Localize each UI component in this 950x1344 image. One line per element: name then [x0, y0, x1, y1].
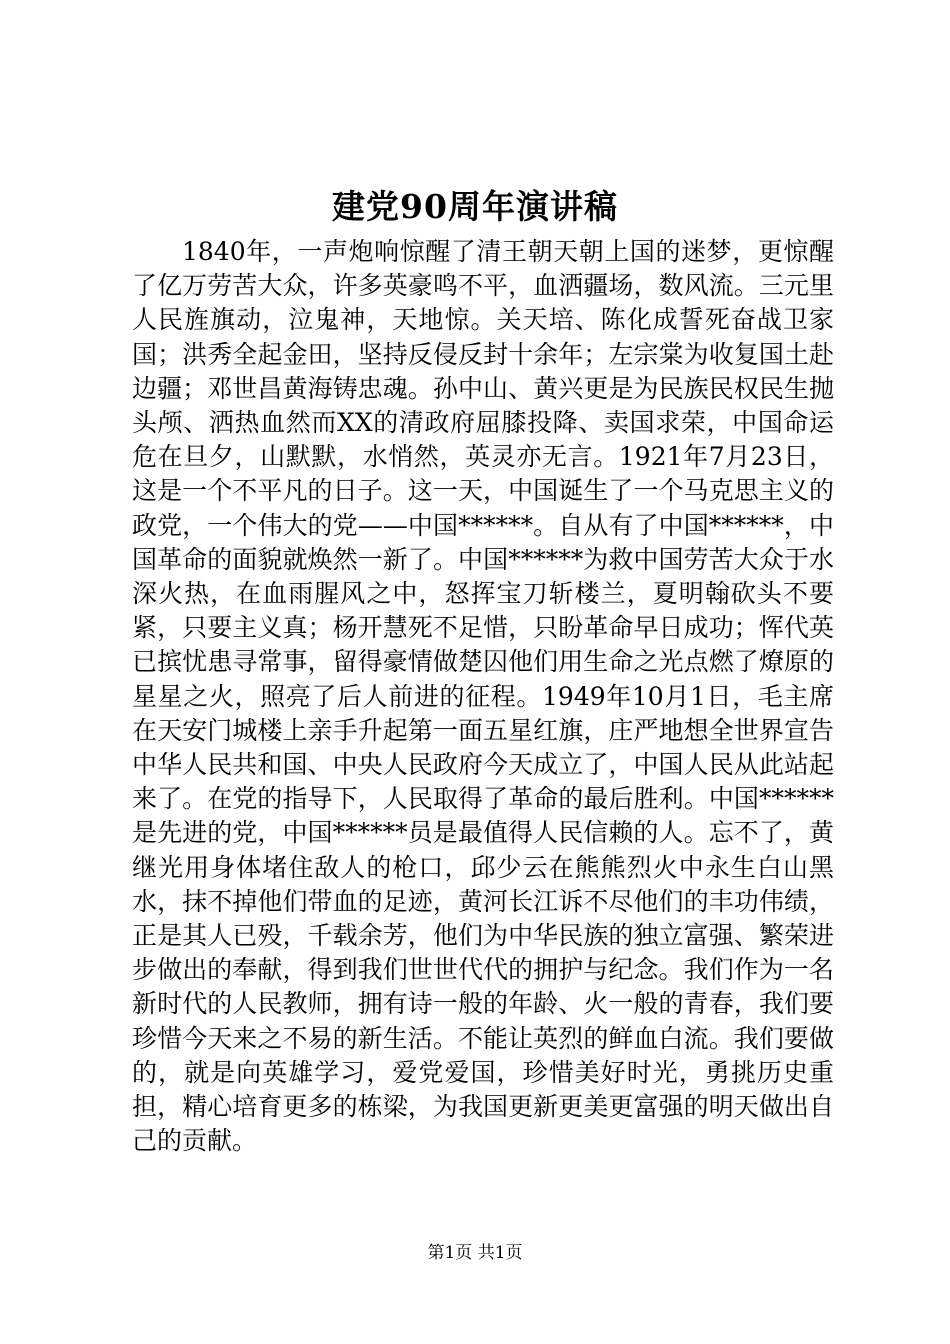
page-number-footer: 第1页 共1页: [427, 1243, 523, 1263]
document-body-paragraph: 1840年，一声炮响惊醒了清王朝天朝上国的迷梦，更惊醒了亿万劳苦大众，许多英豪鸣不平，血洒疆场，数风流。三元里人民旌旗动，泣鬼神，天地惊。关天培、陈化成誓死奋战卫家国；洪秀全起金田，坚持反侵反封十余年；左宗棠为收复国土赴边疆；邓世昌黄海铸忠魂。孙中山、黄兴更是为民族民权民生抛头颅、洒热血然而XX的清政府屈膝投降、卖国求荣，中国命运危在旦夕，山默默，水悄然，英灵亦无言。1921年7月23日，这是一个不平凡的日子。这一天，中国诞生了一个马克思主义的政党，一个伟大的党——中国******。自从有了中国******，中国革命的面貌就焕然一新了。中国******为救中国劳苦大众于水深火热，在血雨腥风之中，怒挥宝刀斩楼兰，夏明翰砍头不要紧，只要主义真；杨开慧死不足惜，只盼革命早日成功；恽代英已摈忧患寻常事，留得豪情做楚囚他们用生命之光点燃了燎原的星星之火，照亮了后人前进的征程。1949年10月1日，毛主席在天安门城楼上亲手升起第一面五星红旗，庄严地想全世界宣告中华人民共和国、中央人民政府今天成立了，中国人民从此站起来了。在党的指导下，人民取得了革命的最后胜利。中国******是先进的党，中国******员是最值得人民信赖的人。忘不了，黄继光用身体堵住敌人的枪口，邱少云在熊熊烈火中永生白山黑水，抹不掉他们带血的足迹，黄河长江诉不尽他们的丰功伟绩，正是其人已殁，千载余芳，他们为中华民族的独立富强、繁荣进步做出的奉献，得到我们世世代代的拥护与纪念。我们作为一名新时代的人民教师，拥有诗一般的年龄、火一般的青春，我们要珍惜今天来之不易的新生活。不能让英烈的鲜血白流。我们要做的，就是向英雄学习，爱党爱国，珍惜美好时光，勇挑历史重担，精心培育更多的栋梁，为我国更新更美更富强的明天做出自己的贡献。: [132, 237, 834, 1156]
document-title: 建党90周年演讲稿: [332, 187, 618, 226]
